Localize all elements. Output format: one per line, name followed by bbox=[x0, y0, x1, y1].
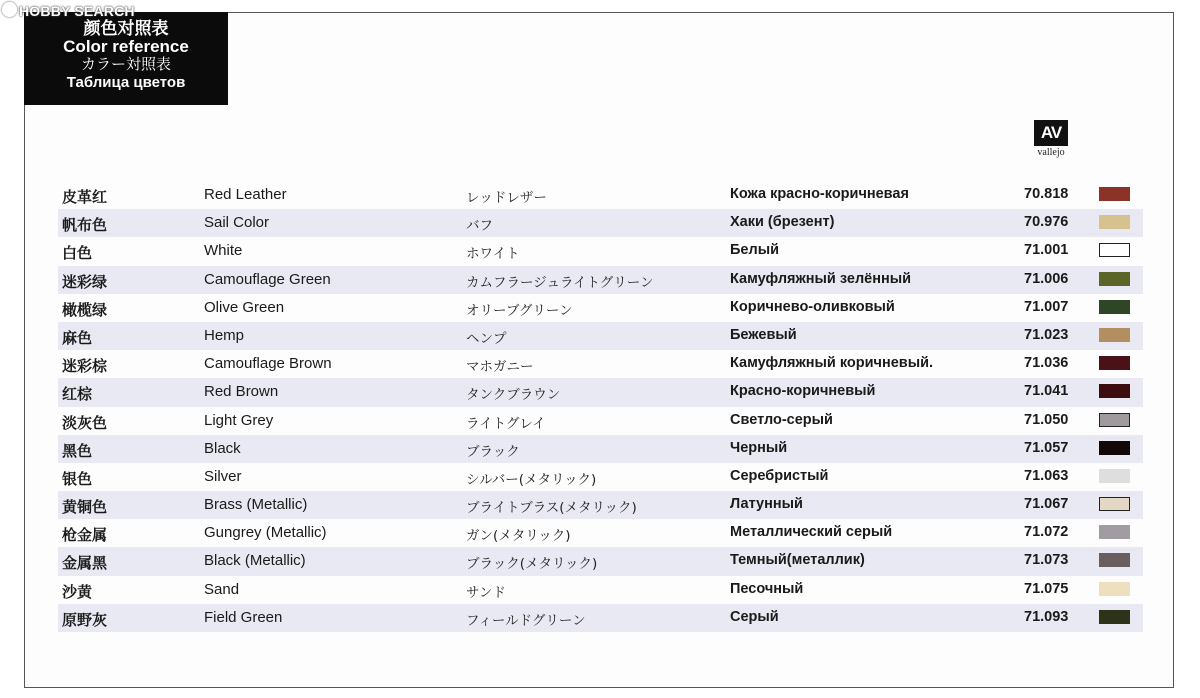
russian-name: Черный bbox=[730, 439, 788, 456]
russian-name: Серебристый bbox=[730, 467, 829, 484]
japanese-name: ホワイト bbox=[466, 246, 520, 263]
japanese-name: カムフラージュライトグリーン bbox=[466, 274, 654, 291]
chinese-name: 银色 bbox=[62, 469, 93, 488]
color-code: 71.007 bbox=[1024, 298, 1069, 315]
table-row bbox=[58, 519, 1143, 547]
japanese-name: レッドレザー bbox=[466, 190, 547, 206]
color-swatch bbox=[1099, 300, 1130, 314]
english-name: Camouflage Brown bbox=[204, 355, 332, 373]
chinese-name: 原野灰 bbox=[62, 610, 108, 629]
color-swatch bbox=[1099, 525, 1130, 539]
russian-name: Металлический серый bbox=[730, 524, 893, 541]
color-swatch bbox=[1099, 582, 1130, 596]
english-name: Camouflage Green bbox=[204, 270, 331, 288]
table-row bbox=[58, 378, 1143, 406]
chinese-name: 帆布色 bbox=[62, 216, 108, 235]
color-swatch bbox=[1099, 497, 1130, 511]
color-code: 71.001 bbox=[1024, 242, 1069, 259]
title-box bbox=[24, 12, 228, 105]
color-code: 71.050 bbox=[1024, 411, 1069, 428]
watermark-logo-icon bbox=[2, 2, 17, 17]
chinese-name: 黑色 bbox=[62, 441, 93, 460]
chinese-name: 金属黑 bbox=[62, 554, 108, 573]
chinese-name: 麻色 bbox=[62, 328, 93, 347]
english-name: Hemp bbox=[204, 326, 245, 344]
japanese-name: サンド bbox=[466, 584, 506, 601]
watermark-text: HOBBY SEARCH bbox=[19, 3, 135, 19]
japanese-name: ライトグレイ bbox=[466, 415, 546, 432]
color-code: 70.976 bbox=[1024, 214, 1069, 231]
watermark bbox=[2, 2, 135, 19]
japanese-name: バフ bbox=[466, 218, 493, 235]
table-row bbox=[58, 407, 1143, 435]
title-chinese: 颜色对照表 bbox=[83, 19, 169, 39]
russian-name: Бежевый bbox=[730, 326, 797, 343]
table-row bbox=[58, 209, 1143, 237]
english-name: Red Leather bbox=[204, 186, 287, 203]
chinese-name: 淡灰色 bbox=[62, 413, 108, 432]
table-row bbox=[58, 294, 1143, 322]
english-name: Black bbox=[204, 439, 241, 457]
english-name: Sand bbox=[204, 580, 240, 598]
color-swatch bbox=[1099, 187, 1130, 201]
table-row bbox=[58, 576, 1143, 604]
color-swatch bbox=[1099, 356, 1130, 370]
color-code: 71.067 bbox=[1024, 496, 1069, 513]
japanese-name: ブラック bbox=[466, 443, 520, 460]
russian-name: Латунный bbox=[730, 496, 803, 513]
chinese-name: 枪金属 bbox=[62, 526, 108, 545]
english-name: Black (Metallic) bbox=[204, 552, 306, 570]
russian-name: Камуфляжный зелённый bbox=[730, 270, 912, 287]
japanese-name: ガン(メタリック) bbox=[466, 528, 571, 545]
english-name: Sail Color bbox=[204, 214, 270, 232]
english-name: Red Brown bbox=[204, 383, 279, 401]
russian-name: Коричнево-оливковый bbox=[730, 298, 895, 315]
english-name: Brass (Metallic) bbox=[204, 496, 308, 514]
chinese-name: 红棕 bbox=[62, 385, 93, 404]
color-swatch bbox=[1099, 272, 1130, 286]
color-swatch bbox=[1099, 384, 1130, 398]
chinese-name: 沙黄 bbox=[62, 582, 93, 601]
color-code: 71.006 bbox=[1024, 270, 1069, 287]
table-row bbox=[58, 463, 1143, 491]
color-swatch bbox=[1099, 243, 1130, 257]
color-swatch bbox=[1099, 413, 1130, 427]
english-name: Gungrey (Metallic) bbox=[204, 524, 327, 542]
russian-name: Камуфляжный коричневый. bbox=[730, 355, 934, 372]
color-code: 71.072 bbox=[1024, 524, 1069, 541]
color-code: 70.818 bbox=[1024, 186, 1069, 202]
av-logo-icon: AV bbox=[1034, 120, 1068, 146]
chinese-name: 皮革红 bbox=[62, 188, 108, 206]
russian-name: Серый bbox=[730, 608, 779, 625]
color-code: 71.073 bbox=[1024, 552, 1069, 569]
japanese-name: マホガニー bbox=[466, 359, 534, 376]
russian-name: Белый bbox=[730, 242, 779, 259]
color-swatch bbox=[1099, 441, 1130, 455]
chinese-name: 白色 bbox=[62, 244, 93, 263]
japanese-name: ブラック(メタリック) bbox=[466, 556, 598, 573]
table-row bbox=[58, 547, 1143, 575]
color-swatch bbox=[1099, 328, 1130, 342]
japanese-name: ヘンプ bbox=[466, 330, 507, 347]
russian-name: Темный(металлик) bbox=[730, 552, 865, 569]
russian-name: Кожа красно-коричневая bbox=[730, 186, 909, 202]
chinese-name: 黄铜色 bbox=[62, 498, 108, 517]
japanese-name: フィールドグリーン bbox=[466, 612, 586, 629]
english-name: Field Green bbox=[204, 608, 283, 626]
color-code: 71.036 bbox=[1024, 355, 1069, 372]
color-code: 71.075 bbox=[1024, 580, 1069, 597]
table-row bbox=[58, 322, 1143, 350]
russian-name: Светло-серый bbox=[730, 411, 833, 428]
chinese-name: 橄榄绿 bbox=[62, 300, 108, 319]
color-code: 71.023 bbox=[1024, 326, 1069, 343]
japanese-name: シルバー(メタリック) bbox=[466, 471, 597, 488]
color-swatch bbox=[1099, 553, 1130, 567]
table-row bbox=[58, 266, 1143, 294]
color-code: 71.093 bbox=[1024, 608, 1069, 625]
logo-text: vallejo bbox=[1037, 147, 1065, 158]
japanese-name: ブライトブラス(メタリック) bbox=[466, 500, 637, 517]
title-english: Color reference bbox=[63, 37, 189, 56]
table-row bbox=[58, 237, 1143, 265]
japanese-name: タンクブラウン bbox=[466, 387, 561, 404]
color-swatch bbox=[1099, 469, 1130, 483]
table-row bbox=[58, 350, 1143, 378]
table-row bbox=[58, 491, 1143, 519]
color-code: 71.057 bbox=[1024, 439, 1069, 456]
chinese-name: 迷彩绿 bbox=[62, 272, 108, 291]
english-name: Light Grey bbox=[204, 411, 274, 429]
color-swatch bbox=[1099, 215, 1130, 229]
table-row bbox=[58, 181, 1143, 209]
vallejo-logo bbox=[1033, 120, 1069, 158]
japanese-name: オリーブグリーン bbox=[466, 302, 573, 319]
color-table bbox=[58, 181, 1143, 632]
english-name: Silver bbox=[204, 467, 242, 485]
title-japanese: カラー対照表 bbox=[80, 56, 171, 73]
russian-name: Песочный bbox=[730, 580, 804, 597]
table-row bbox=[58, 604, 1143, 632]
color-code: 71.041 bbox=[1024, 383, 1069, 400]
title-russian: Таблица цветов bbox=[66, 74, 186, 91]
english-name: Olive Green bbox=[204, 298, 285, 316]
table-row bbox=[58, 435, 1143, 463]
chinese-name: 迷彩棕 bbox=[62, 357, 108, 376]
russian-name: Красно-коричневый bbox=[730, 383, 876, 400]
english-name: White bbox=[204, 242, 243, 260]
color-swatch bbox=[1099, 610, 1130, 624]
color-code: 71.063 bbox=[1024, 467, 1069, 484]
russian-name: Хаки (брезент) bbox=[730, 214, 835, 231]
